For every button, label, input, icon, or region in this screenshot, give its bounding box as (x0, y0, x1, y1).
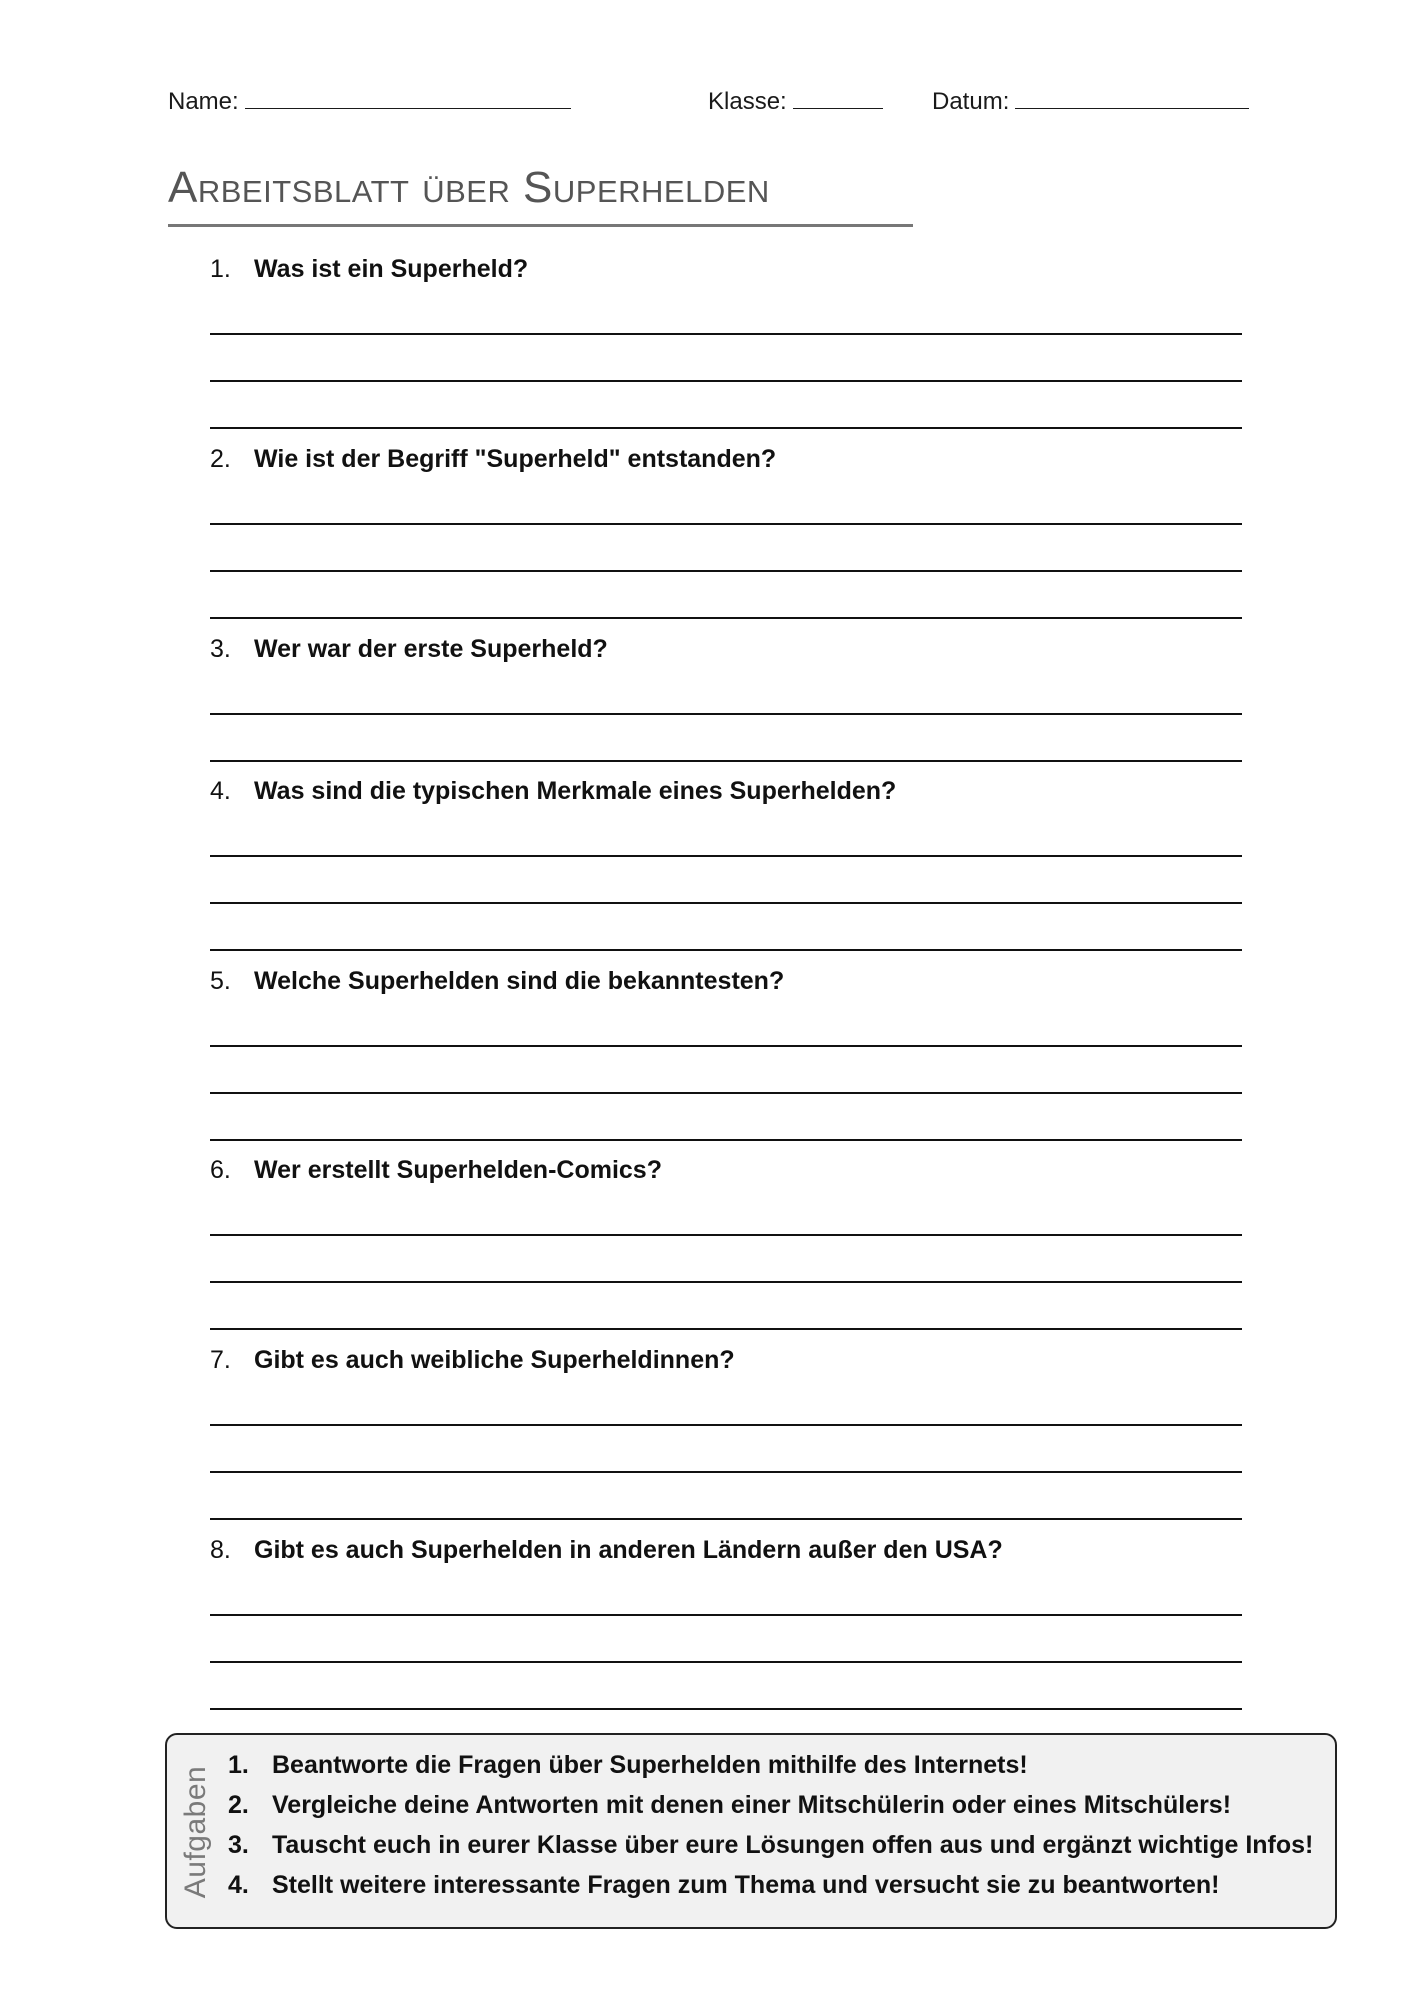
question-number: 6. (210, 1156, 231, 1184)
class-field (708, 86, 883, 116)
task-number: 1. (228, 1751, 249, 1779)
answer-line[interactable] (210, 713, 1242, 715)
class-blank-line[interactable] (793, 86, 883, 109)
answer-line[interactable] (210, 902, 1242, 904)
answer-line[interactable] (210, 1139, 1242, 1141)
answer-line[interactable] (210, 1471, 1242, 1473)
answer-line[interactable] (210, 1708, 1242, 1710)
date-field (932, 86, 1249, 116)
question-text: Was ist ein Superheld? (254, 255, 529, 283)
answer-line[interactable] (210, 427, 1242, 429)
class-label: Klasse: (708, 88, 787, 115)
page-title: Arbeitsblatt über Superhelden (168, 163, 770, 212)
question-text: Was sind die typischen Merkmale eines Superhelden? (254, 777, 897, 805)
question-1 (210, 254, 528, 284)
answer-line[interactable] (210, 1092, 1242, 1094)
answer-line[interactable] (210, 949, 1242, 951)
answer-line[interactable] (210, 380, 1242, 382)
question-8 (210, 1535, 1003, 1565)
task-text: Vergleiche deine Antworten mit denen einer Mitschülerin oder eines Mitschülers! (272, 1791, 1232, 1819)
name-field (168, 86, 571, 116)
task-text: Tauscht euch in eurer Klasse über eure Lösungen offen aus und ergänzt wichtige Infos! (272, 1831, 1314, 1859)
task-item-1 (228, 1750, 1028, 1780)
tasks-label-text: Aufgaben (179, 1765, 212, 1899)
task-number: 2. (228, 1791, 249, 1819)
question-text: Welche Superhelden sind die bekanntesten? (254, 967, 785, 995)
answer-line[interactable] (210, 333, 1242, 335)
answer-line[interactable] (210, 1234, 1242, 1236)
answer-line[interactable] (210, 1281, 1242, 1283)
task-number: 3. (228, 1831, 249, 1859)
answer-line[interactable] (210, 570, 1242, 572)
question-4 (210, 776, 896, 806)
question-7 (210, 1345, 735, 1375)
question-text: Gibt es auch weibliche Superheldinnen? (254, 1346, 735, 1374)
date-label: Datum: (932, 88, 1010, 115)
question-text: Wer war der erste Superheld? (254, 635, 608, 663)
task-item-4 (228, 1870, 1219, 1900)
question-number: 5. (210, 967, 231, 995)
answer-line[interactable] (210, 855, 1242, 857)
task-text: Beantworte die Fragen über Superhelden mithilfe des Internets! (272, 1751, 1028, 1779)
question-5 (210, 966, 784, 996)
task-text: Stellt weitere interessante Fragen zum Thema und versucht sie zu beantworten! (272, 1871, 1220, 1899)
answer-line[interactable] (210, 1045, 1242, 1047)
question-number: 3. (210, 635, 231, 663)
question-6 (210, 1155, 662, 1185)
task-item-2 (228, 1790, 1231, 1820)
date-blank-line[interactable] (1015, 86, 1249, 109)
answer-line[interactable] (210, 760, 1242, 762)
answer-line[interactable] (210, 617, 1242, 619)
title-underline (168, 224, 913, 227)
answer-line[interactable] (210, 1424, 1242, 1426)
question-3 (210, 634, 608, 664)
answer-line[interactable] (210, 1328, 1242, 1330)
task-item-3 (228, 1830, 1313, 1860)
question-text: Gibt es auch Superhelden in anderen Ländern außer den USA? (254, 1536, 1003, 1564)
question-number: 7. (210, 1346, 231, 1374)
name-label: Name: (168, 88, 239, 115)
question-number: 8. (210, 1536, 231, 1564)
task-number: 4. (228, 1871, 249, 1899)
question-text: Wie ist der Begriff "Superheld" entstanden? (254, 445, 777, 473)
question-number: 1. (210, 255, 231, 283)
name-blank-line[interactable] (245, 86, 571, 109)
question-text: Wer erstellt Superhelden-Comics? (254, 1156, 662, 1184)
answer-line[interactable] (210, 523, 1242, 525)
answer-line[interactable] (210, 1614, 1242, 1616)
question-2 (210, 444, 776, 474)
question-number: 2. (210, 445, 231, 473)
question-number: 4. (210, 777, 231, 805)
answer-line[interactable] (210, 1518, 1242, 1520)
answer-line[interactable] (210, 1661, 1242, 1663)
